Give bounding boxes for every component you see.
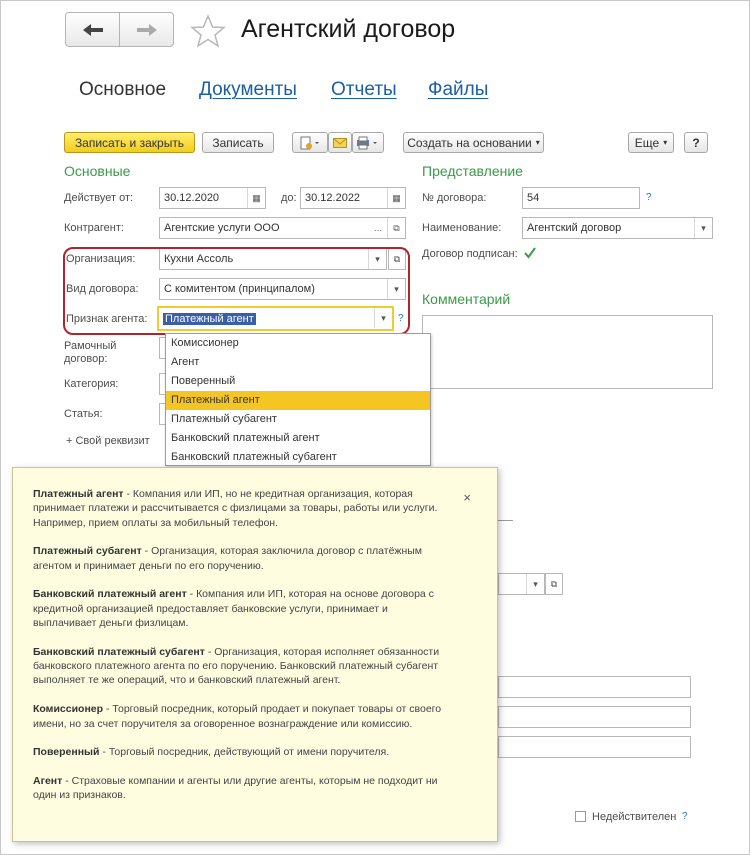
section-main: Основные [64,163,131,179]
dropdown-item[interactable]: Платежный субагент [171,413,277,425]
frame-contract-label-2: договор: [64,353,108,365]
valid-from-value: 30.12.2020 [164,192,220,204]
hint-term: Банковский платежный субагент [33,645,205,658]
hint-entry [33,774,443,803]
print-button[interactable] [352,132,384,153]
save-and-close-button[interactable]: Записать и закрыть [64,132,195,153]
contract-type-value: С комитентом (принципалом) [164,283,315,295]
counterparty-field[interactable] [159,217,406,239]
partial-select-field[interactable] [498,573,545,595]
valid-to-label: до: [281,192,297,204]
divider [498,520,513,521]
hint-term: Платежный агент [33,488,124,500]
star-icon [190,14,226,48]
hint-term: Банковский платежный агент [33,588,187,601]
partial-text-field-2[interactable] [498,706,691,728]
agent-sign-label: Признак агента: [66,313,148,325]
hint-text: - Организация, которая исполняет обязанности банковского платежного агента по его поручению. Банковский платежный субагент выполняет те же операций, что и банковский платежный агент. [33,645,440,687]
agent-sign-dropdown-list[interactable] [165,333,431,466]
invalid-checkbox[interactable] [575,811,586,822]
tab-main[interactable]: Основное [79,79,167,100]
dropdown-item[interactable]: Банковский платежный субагент [171,451,337,463]
counterparty-label: Контрагент: [64,222,124,234]
arrow-left-icon [81,22,105,38]
partial-text-field-1[interactable] [498,676,691,698]
close-icon[interactable]: × [463,490,471,505]
calendar-icon[interactable]: ▦ [247,188,265,208]
more-label: Еще [634,135,660,150]
hint-body [33,487,477,803]
chevron-down-icon: ▾ [535,138,540,147]
valid-from-label: Действует от: [64,192,134,204]
dropdown-item[interactable]: Поверенный [171,375,236,387]
hint-text: - Компания или ИП, которая на основе договора с кредитной организацией предоставляет банковские услуги, принимает и выплачивает деньги физлицам. [33,588,434,630]
name-field[interactable] [522,217,713,239]
hint-text: - Торговый посредник, действующий от имени поручителя. [99,746,390,759]
printer-icon [356,136,380,150]
section-comment: Комментарий [422,291,511,307]
chevron-down-icon[interactable]: ▾ [368,249,386,269]
add-document-button[interactable] [292,132,328,153]
agent-sign-value: Платежный агент [165,312,254,325]
help-question-icon[interactable]: ? [398,313,404,324]
signed-label: Договор подписан: [422,248,518,260]
partial-text-field-3[interactable] [498,736,691,758]
hint-term: Платежный субагент [33,545,142,558]
create-based-on-button[interactable] [403,132,544,153]
help-button[interactable]: ? [684,132,708,153]
agent-sign-hint-popup [12,467,498,842]
more-button[interactable] [628,132,674,153]
chevron-down-icon[interactable]: ▾ [374,308,392,328]
hint-text: - Компания или ИП, но не кредитная организация, которая принимает платежи и рассчитывается с физлицами за товары, работы или услуги. Например, прием оплаты за мобильный телефон. [33,488,438,529]
arrow-right-icon [135,22,159,38]
organization-value: Кухни Ассоль [164,253,234,265]
help-question-icon[interactable]: ? [682,811,688,822]
open-icon[interactable]: ⧉ [545,573,563,595]
valid-to-field[interactable] [300,187,406,209]
back-button[interactable] [65,12,120,47]
calendar-icon[interactable]: ▦ [387,188,405,208]
contract-no-field[interactable] [522,187,640,209]
hint-term: Агент [33,775,63,788]
organization-field[interactable] [159,248,387,270]
hint-entry [33,487,443,530]
section-representation: Представление [422,163,523,179]
valid-from-field[interactable] [159,187,266,209]
name-value: Агентский договор [527,222,622,234]
chevron-down-icon[interactable]: ▾ [387,279,405,299]
tab-files[interactable]: Файлы [428,79,489,100]
hint-entry [33,702,443,731]
chevron-down-icon[interactable]: ▾ [526,574,544,594]
hint-entry [33,587,443,630]
hint-entry [33,745,443,759]
category-label: Категория: [64,378,119,390]
open-icon[interactable]: ⧉ [388,248,406,270]
hint-text: - Организация, которая заключила договор с платёжным агентом и принимает деньги по его поручению. [33,545,423,572]
save-button[interactable]: Записать [202,132,274,153]
dropdown-item[interactable]: Комиссионер [171,337,239,349]
contract-type-label: Вид договора: [66,283,139,295]
checkmark-icon [523,246,537,260]
envelope-icon [333,138,347,148]
contract-type-field[interactable] [159,278,406,300]
dropdown-item[interactable]: Банковский платежный агент [171,432,320,444]
counterparty-value: Агентские услуги ООО [164,222,280,234]
help-question-icon[interactable]: ? [646,192,652,203]
hint-entry [33,544,443,573]
hint-term: Комиссионер [33,703,104,716]
article-label: Статья: [64,408,103,420]
open-icon[interactable]: ⧉ [387,218,405,238]
invalid-label: Недействителен [592,811,677,823]
document-add-icon [299,136,321,150]
page-title: Агентский договор [241,15,456,43]
chevron-down-icon[interactable]: ▾ [694,218,712,238]
create-based-on-label: Создать на основании [407,135,532,150]
signed-checkbox[interactable] [523,246,537,263]
contract-no-value: 54 [527,192,540,204]
tab-reports[interactable]: Отчеты [331,79,397,100]
hint-term: Поверенный [33,746,100,759]
hint-entry [33,645,443,688]
forward-button[interactable] [119,12,174,47]
favorite-star-button[interactable] [190,14,226,51]
dropdown-item[interactable]: Платежный агент [166,391,430,410]
hint-text: - Торговый посредник, который продает и покупает товары от своего имени, но за счет поручителя за оговоренное вознаграждение или комиссию. [33,703,442,730]
dropdown-item[interactable]: Агент [171,356,200,368]
email-button[interactable] [328,132,352,153]
name-label: Наименование: [422,222,502,234]
contract-no-label: № договора: [422,192,487,204]
agent-sign-field[interactable] [157,306,394,331]
frame-contract-label-1: Рамочный [64,340,117,352]
organization-label: Организация: [66,253,136,265]
hint-text: - Страховые компании и агенты или другие агенты, которым не подходит ни один из признаков. [33,775,438,802]
comment-textarea[interactable] [422,315,713,389]
chevron-down-icon: ▾ [663,138,668,147]
ellipsis-icon[interactable]: … [373,223,383,233]
custom-attribute-link[interactable]: + Свой реквизит [66,435,150,447]
tab-documents[interactable]: Документы [199,79,297,100]
valid-to-value: 30.12.2022 [305,192,361,204]
